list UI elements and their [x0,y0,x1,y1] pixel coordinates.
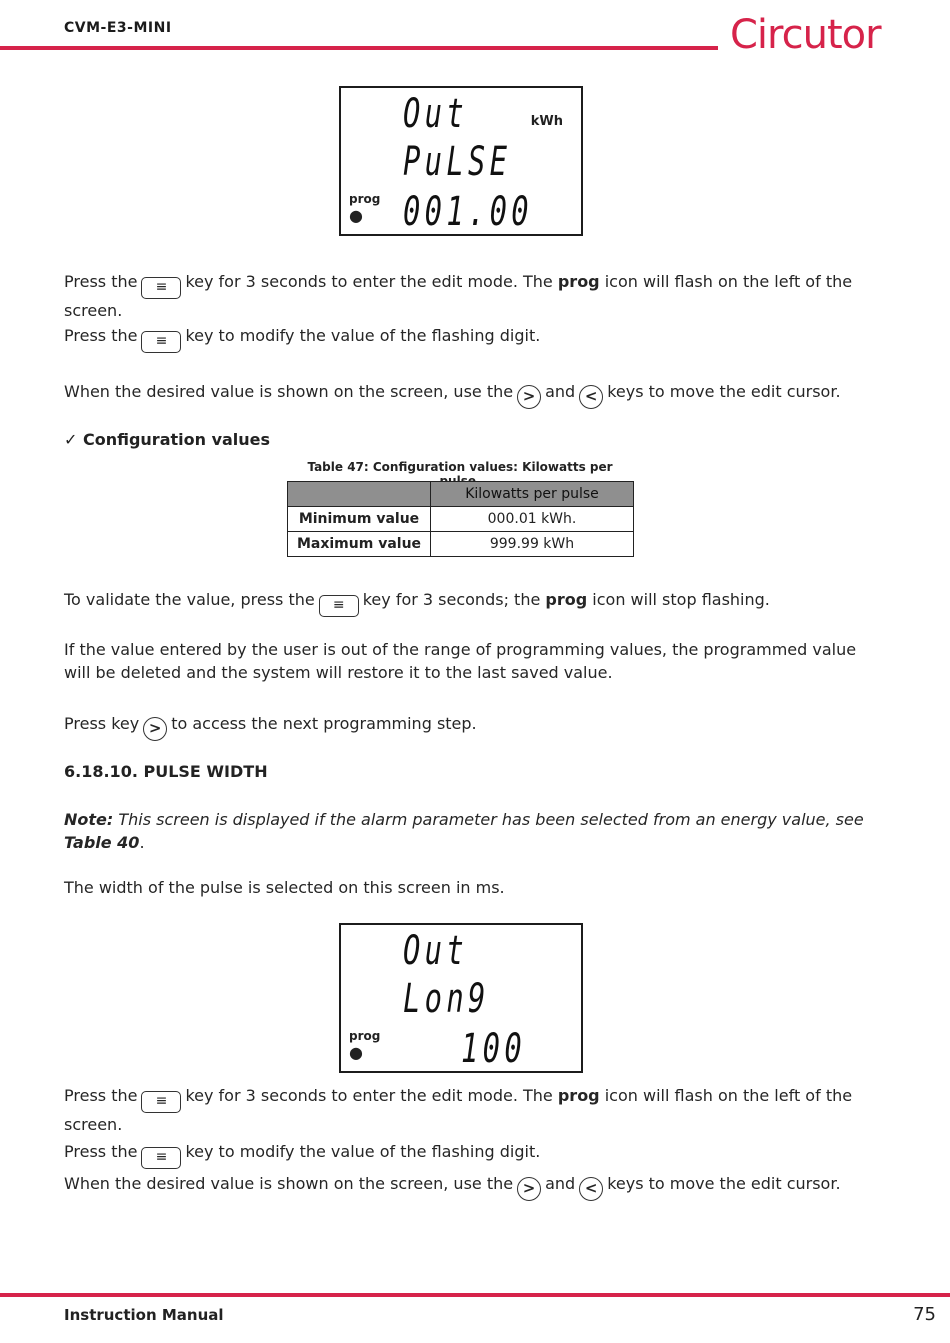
paragraph-validate: To validate the value, press the ≡ key for 3 seconds; the prog icon will stop flashing. [64,588,864,617]
right-key-icon: > [143,717,167,741]
lcd-line-3: 001.00 [403,189,533,235]
left-key-icon: < [579,385,603,409]
prog-label: prog [349,1029,381,1043]
paragraph-next-step: Press key > to access the next programming step. [64,712,864,741]
config-table [287,481,634,557]
paragraph-edit-mode: Press the ≡ key for 3 seconds to enter the edit mode. The prog icon will flash on the left of the screen. [64,272,853,320]
paragraph-cursor-2: When the desired value is shown on the screen, use the > and < keys to move the edit cursor. [64,1172,864,1201]
header-rule [0,46,718,50]
table-header-blank [288,482,431,507]
lcd-display-width [339,923,583,1073]
lcd-line-1: Out [403,928,468,974]
paragraph-cursor: When the desired value is shown on the screen, use the > and < keys to move the edit cursor. [64,380,864,409]
lcd-line-3: 100 [461,1026,526,1072]
left-key-icon: < [579,1177,603,1201]
table-40-ref: Table 40 [64,833,140,852]
lcd-line-2: PuLSE [403,139,512,185]
footer-title: Instruction Manual [64,1306,224,1324]
paragraph-modify-2: Press the ≡ key to modify the value of the flashing digit. [64,1140,864,1169]
table-row [288,507,634,532]
table-header-cell: Kilowatts per pulse [431,482,634,507]
menu-key-icon: ≡ [141,277,181,299]
table-caption: Table 47: Configuration values: Kilowatts per [307,460,613,474]
note-paragraph: Note: This screen is displayed if the alarm parameter has been selected from an energy value, see Table 40. [64,810,864,852]
paragraph-out-of-range: If the value entered by the user is out of the range of programming values, the programmed value will be deleted and the system will restore it to the last saved value. [64,640,857,682]
menu-key-icon: ≡ [141,1091,181,1113]
lcd-display-pulse [339,86,583,236]
table-header-row [288,482,634,507]
paragraph-pulse-width: The width of the pulse is selected on this screen in ms. [64,878,505,897]
lcd-unit: kWh [530,114,563,129]
lcd-line-2: Lon9 [403,976,490,1022]
page-number: 75 [913,1304,936,1325]
config-heading: ✓ Configuration values [64,430,271,449]
lcd-line-1: Out [403,91,468,137]
right-key-icon: > [517,385,541,409]
paragraph-modify: Press the ≡ key to modify the value of the flashing digit. [64,324,864,353]
row-label: Maximum value [288,532,431,557]
table-row [288,532,634,557]
brand-logo: Circutor [730,12,881,58]
lock-icon: ● [349,206,363,225]
row-value: 999.99 kWh [431,532,634,557]
paragraph-edit-mode-2: Press the ≡ key for 3 seconds to enter the edit mode. The prog icon will flash on the left of the screen. [64,1086,853,1134]
menu-key-icon: ≡ [141,331,181,353]
menu-key-icon: ≡ [141,1147,181,1169]
prog-label: prog [349,192,381,206]
menu-key-icon: ≡ [319,595,359,617]
right-key-icon: > [517,1177,541,1201]
lock-icon: ● [349,1043,363,1062]
row-value: 000.01 kWh. [431,507,634,532]
footer-rule [0,1293,950,1297]
row-label: Minimum value [288,507,431,532]
header-title: CVM-E3-MINI [64,20,172,36]
section-title: 6.18.10. PULSE WIDTH [64,762,268,781]
